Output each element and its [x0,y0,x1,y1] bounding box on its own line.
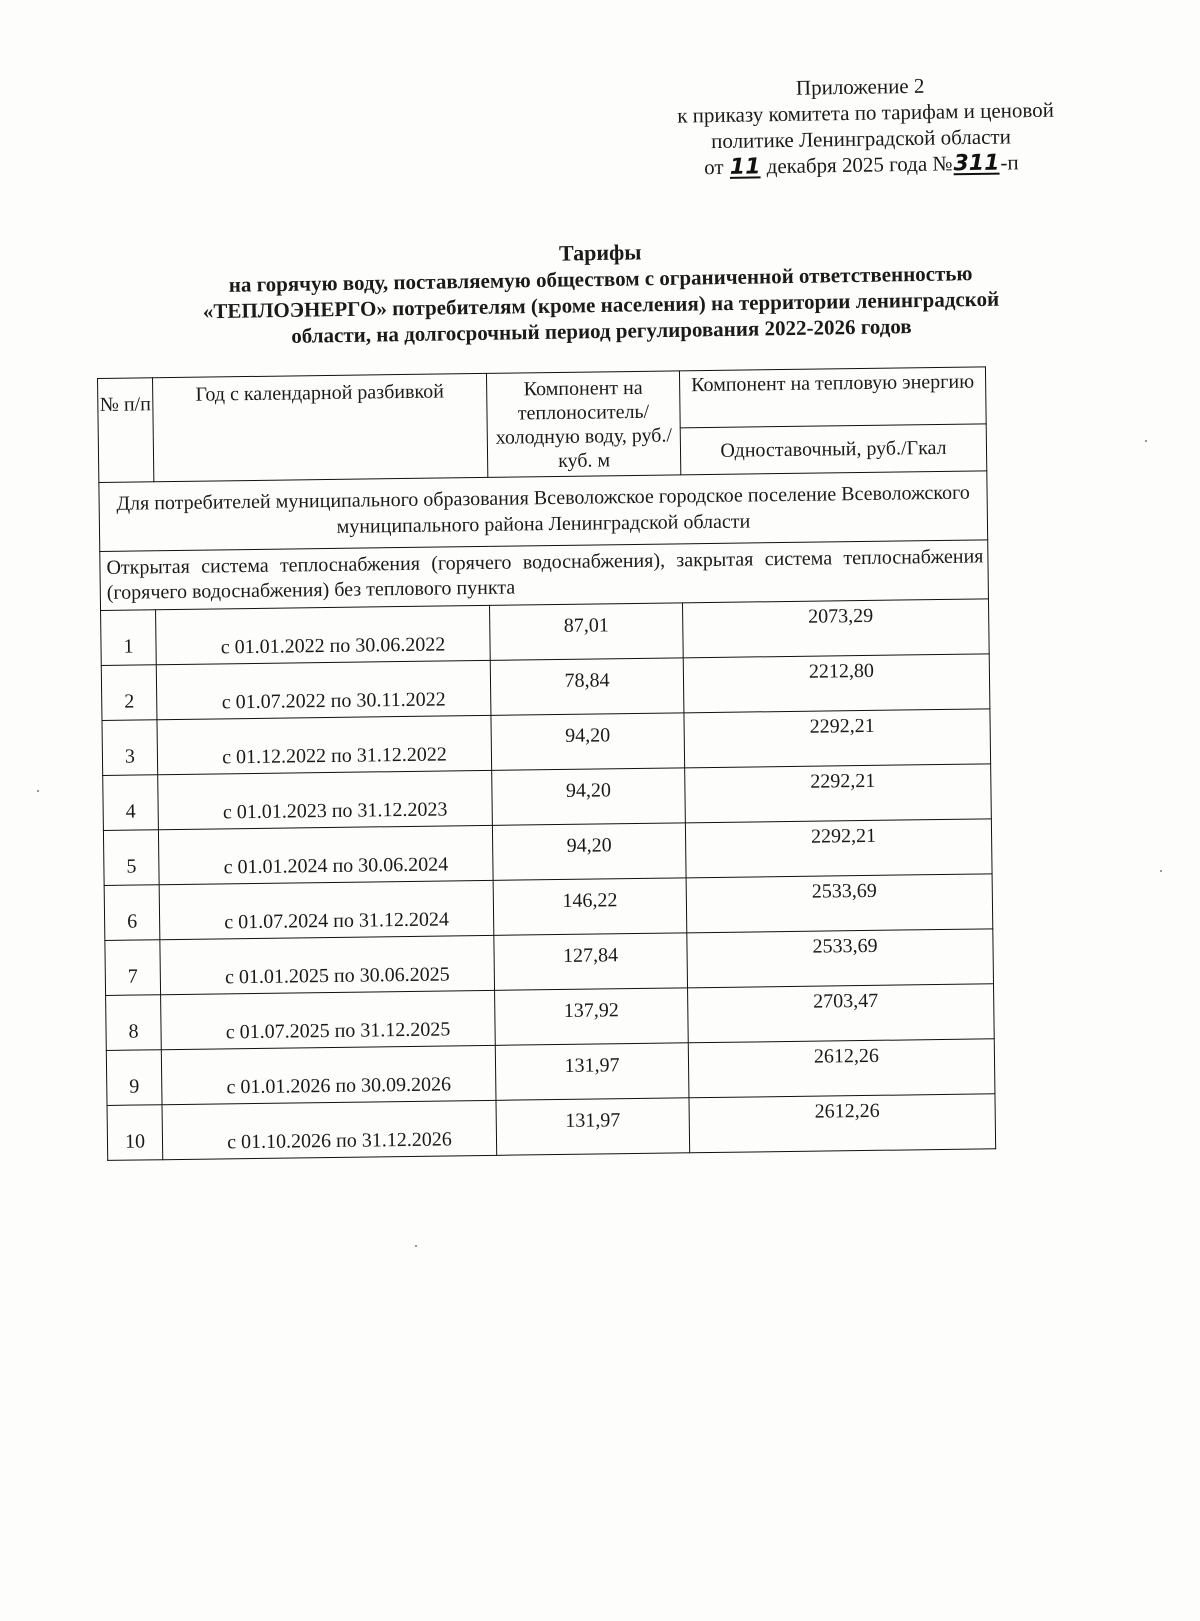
row-period: с 01.07.2024 по 31.12.2024 [159,880,494,939]
section-row [99,471,988,552]
header-coolant: Компонент на теплоноситель/холодную воду, руб./куб. м [486,371,680,478]
row-heat-value: 2212,80 [683,654,990,713]
order-number-suffix: -п [1000,150,1019,175]
row-period: с 01.10.2026 по 31.12.2026 [162,1100,497,1159]
appendix-header [590,70,1132,183]
row-coolant-value: 94,20 [491,713,685,771]
row-coolant-value: 78,84 [490,658,684,716]
handwritten-day: 11 [729,154,761,180]
row-coolant-value: 127,84 [494,933,688,991]
appendix-committee-line: политике Ленинградской области [710,124,1012,154]
scan-speck [415,1245,417,1247]
tariff-table-wrapper [97,366,995,1161]
header-period: Год с календарной разбивкой [153,373,488,481]
row-period: с 01.01.2026 по 30.09.2026 [161,1045,496,1104]
row-coolant-value: 131,97 [495,1043,689,1101]
row-period: с 01.01.2023 по 31.12.2023 [158,770,493,829]
row-heat-value: 2292,21 [685,764,992,823]
row-period: с 01.01.2024 по 30.06.2024 [158,825,493,884]
row-number: 10 [107,1105,163,1161]
row-number: 1 [101,610,157,666]
row-number: 3 [102,720,158,776]
row-number: 9 [106,1050,162,1106]
handwritten-order-number: 311 [953,150,1000,177]
header-heat: Компонент на тепловую энергию [679,367,986,428]
appendix-order-line: к приказу комитета по тарифам и ценовой [677,97,1055,128]
row-number: 4 [103,775,159,831]
system-type: Открытая система теплоснабжения (горячего водоснабжения), закрытая система теплоснабжения (горячего водоснабжения) без теплового пункта [100,540,989,611]
row-heat-value: 2703,47 [688,984,995,1043]
header-heat-single-rate: Одноставочный, руб./Гкал [680,424,987,475]
row-heat-value: 2073,29 [682,599,989,658]
row-coolant-value: 146,22 [493,878,687,936]
row-heat-value: 2292,21 [684,709,991,768]
row-period: с 01.01.2025 по 30.06.2025 [160,935,495,994]
row-number: 7 [105,940,161,996]
row-number: 6 [104,885,160,941]
title-main: Тарифы [558,239,642,266]
row-period: с 01.07.2025 по 31.12.2025 [161,990,496,1049]
date-middle: декабря 2025 года № [766,151,953,179]
appendix-title: Приложение 2 [795,73,925,100]
row-coolant-value: 94,20 [492,823,686,881]
row-heat-value: 2533,69 [687,929,994,988]
row-number: 5 [103,830,159,886]
row-heat-value: 2533,69 [686,874,993,933]
document-title [110,232,1092,351]
title-line-1: на горячую воду, поставляемую обществом с ограниченной ответственностью [228,261,973,297]
row-coolant-value: 137,92 [495,988,689,1046]
table-row [107,1094,996,1161]
row-period: с 01.07.2022 по 30.11.2022 [156,660,491,719]
row-heat-value: 2612,26 [688,1039,995,1098]
row-coolant-value: 87,01 [490,603,684,661]
row-number: 8 [106,995,162,1051]
row-number: 2 [101,665,157,721]
date-prefix: от [703,154,724,180]
scan-speck [37,790,39,792]
row-coolant-value: 131,97 [496,1098,690,1156]
row-period: с 01.01.2022 по 30.06.2022 [156,605,491,664]
row-heat-value: 2612,26 [689,1094,996,1153]
row-heat-value: 2292,21 [685,819,992,878]
title-line-3: области, на долгосрочный период регулирования 2022-2026 годов [291,314,912,348]
title-line-2: «ТЕПЛОЭНЕРГО» потребителям (кроме населения) на территории ленинградской [202,286,1000,324]
section-consumers: Для потребителей муниципального образования Всеволожское городское поселение Всеволожского муниципального района Ленинградской области [99,471,988,552]
tariff-table [97,366,996,1161]
scan-speck [1160,870,1162,872]
row-coolant-value: 94,20 [492,768,686,826]
header-num: № п/п [98,378,154,483]
row-period: с 01.12.2022 по 31.12.2022 [157,715,492,774]
scan-speck [1145,440,1147,442]
